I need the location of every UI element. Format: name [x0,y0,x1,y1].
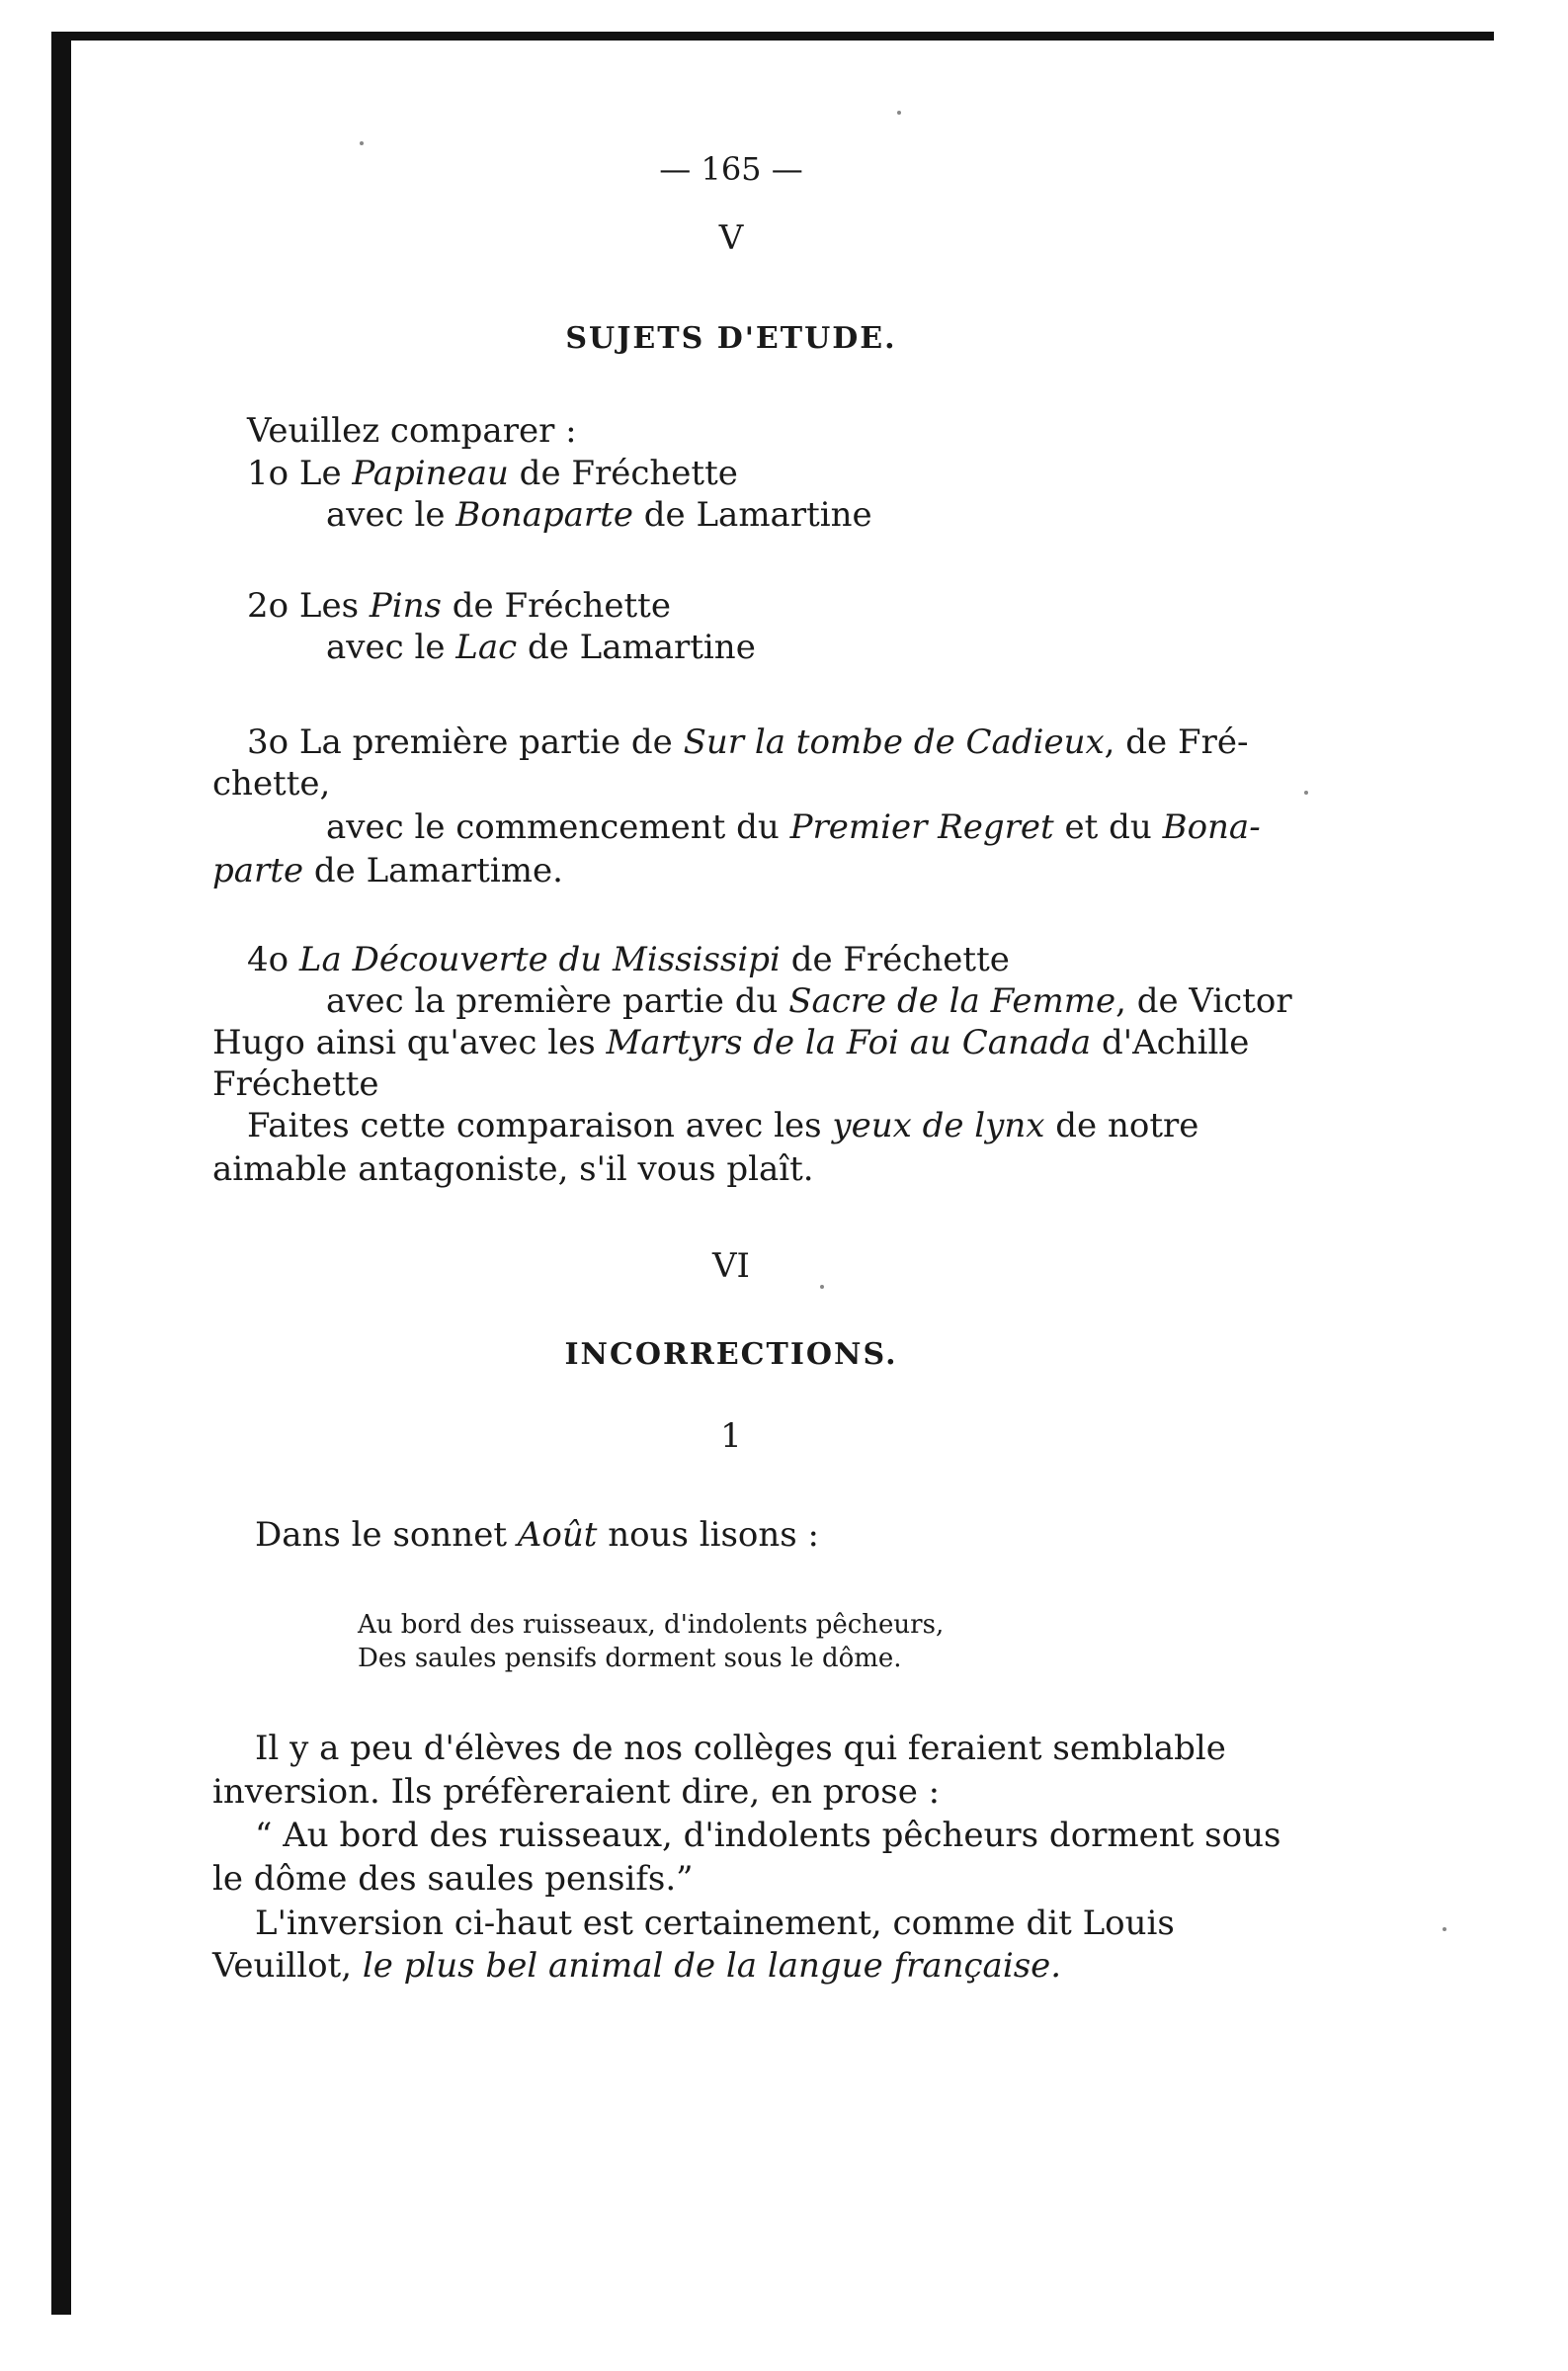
print-speck [897,111,901,115]
item-4-line-3: Hugo ainsi qu'avec les Martyrs de la Foi au Canada d'Achille [212,1023,1250,1062]
item-1-line-2: avec le Bonaparte de Lamartine [326,495,872,535]
print-speck [1304,791,1308,795]
item-3-line-1: 3o La première partie de Sur la tombe de Cadieux, de Fré- [247,722,1249,762]
print-speck [1443,1927,1446,1931]
paragraph-line-5: L'inversion ci-haut est certainement, comme dit Louis [255,1904,1175,1943]
item-3-line-4: parte de Lamartime. [212,851,563,890]
paragraph-line-4: le dôme des saules pensifs.” [212,1859,694,1899]
item-4-line-4: Fréchette [212,1064,379,1104]
item-4-line-2: avec la première partie du Sacre de la Femme, de Victor [326,981,1292,1021]
verse-line-2: Des saules pensifs dorment sous le dôme. [358,1644,902,1673]
item-3-line-2: chette, [212,764,331,804]
subsection-number: 1 [720,1416,742,1456]
item-4-line-1: 4o La Découverte du Mississipi de Fréchette [247,940,1010,979]
paragraph-line-3: “ Au bord des ruisseaux, d'indolents pêcheurs dorment sous [255,1816,1281,1855]
section-heading-incorrections: INCORRECTIONS. [564,1337,898,1372]
item-3-line-3: avec le commencement du Premier Regret et du Bona- [326,807,1261,847]
paragraph-line-1: Il y a peu d'élèves de nos collèges qui feraient semblable [255,1729,1226,1768]
section-numeral-v: V [718,218,744,258]
item-2-line-2: avec le Lac de Lamartine [326,628,756,667]
top-border-rule [51,32,1494,41]
item-2-line-1: 2o Les Pins de Fréchette [247,586,671,626]
print-speck [360,141,364,145]
closing-line-1: Faites cette comparaison avec les yeux de lynx de notre [247,1106,1199,1145]
verse-line-1: Au bord des ruisseaux, d'indolents pêcheurs, [358,1610,945,1640]
sonnet-intro: Dans le sonnet Août nous lisons : [255,1515,819,1555]
compare-intro: Veuillez comparer : [247,411,577,451]
paragraph-line-6: Veuillot, le plus bel animal de la langue française. [212,1946,1062,1986]
item-1-line-1: 1o Le Papineau de Fréchette [247,454,738,493]
left-border-rule [51,32,71,2315]
page-number: — 165 — [659,150,803,188]
section-numeral-vi: VI [712,1246,750,1286]
closing-line-2: aimable antagoniste, s'il vous plaît. [212,1149,814,1189]
section-heading-sujets: SUJETS D'ETUDE. [565,321,897,356]
paragraph-line-2: inversion. Ils préfèreraient dire, en prose : [212,1772,941,1812]
